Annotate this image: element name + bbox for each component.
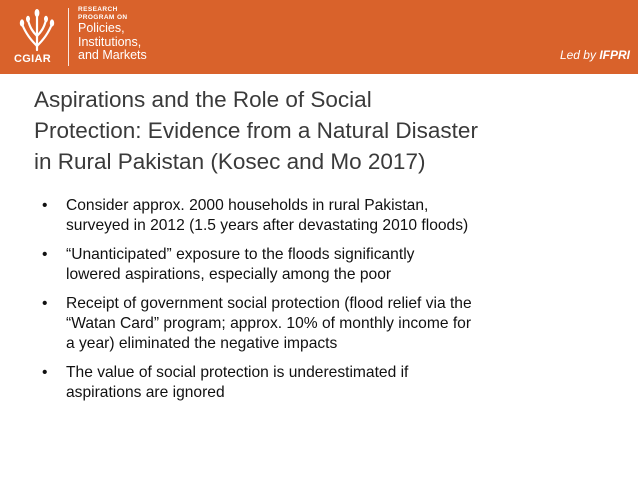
slide-title [34,84,614,177]
bullet-line: “Unanticipated” exposure to the floods significantly [66,246,415,263]
title-line: in Rural Pakistan (Kosec and Mo 2017) [34,149,426,174]
program-line-policies: Policies, [78,21,125,35]
title-line: Aspirations and the Role of Social [34,87,372,112]
bullet-line: Consider approx. 2000 households in rural Pakistan, [66,197,429,214]
bullet-line: a year) eliminated the negative impacts [66,335,338,352]
program-line-institutions: Institutions, [78,34,142,49]
bullet-dot-icon: • [42,364,48,381]
program-name [78,6,147,63]
header-divider [68,8,69,66]
bullet-item [42,363,632,403]
led-by-ifpri [560,48,630,62]
bullet-item [42,196,632,236]
bullet-line: aspirations are ignored [66,384,225,401]
bullet-dot-icon: • [42,246,48,263]
cgiar-brand: CGIAR [14,53,51,65]
program-line-program-on: PROGRAM ON [78,14,128,21]
bullet-line: surveyed in 2012 (1.5 years after devastating 2010 floods) [66,217,469,234]
bullet-line: “Watan Card” program; approx. 10% of monthly income for [66,315,472,332]
bullet-item [42,294,632,354]
bullet-list [42,196,632,412]
bullet-dot-icon: • [42,197,48,214]
bullet-dot-icon: • [42,295,48,312]
program-line-markets: and Markets [78,48,147,62]
program-line-research: RESEARCH [78,6,118,13]
bullet-line: Receipt of government social protection (flood relief via the [66,295,472,312]
title-line: Protection: Evidence from a Natural Disaster [34,118,478,143]
bullet-line: The value of social protection is underestimated if [66,364,409,381]
bullet-line: lowered aspirations, especially among the poor [66,266,392,283]
led-by-label: Led by [559,48,596,62]
slide-header [0,0,638,74]
bullet-item [42,245,632,285]
ifpri-name: IFPRI [599,48,630,62]
